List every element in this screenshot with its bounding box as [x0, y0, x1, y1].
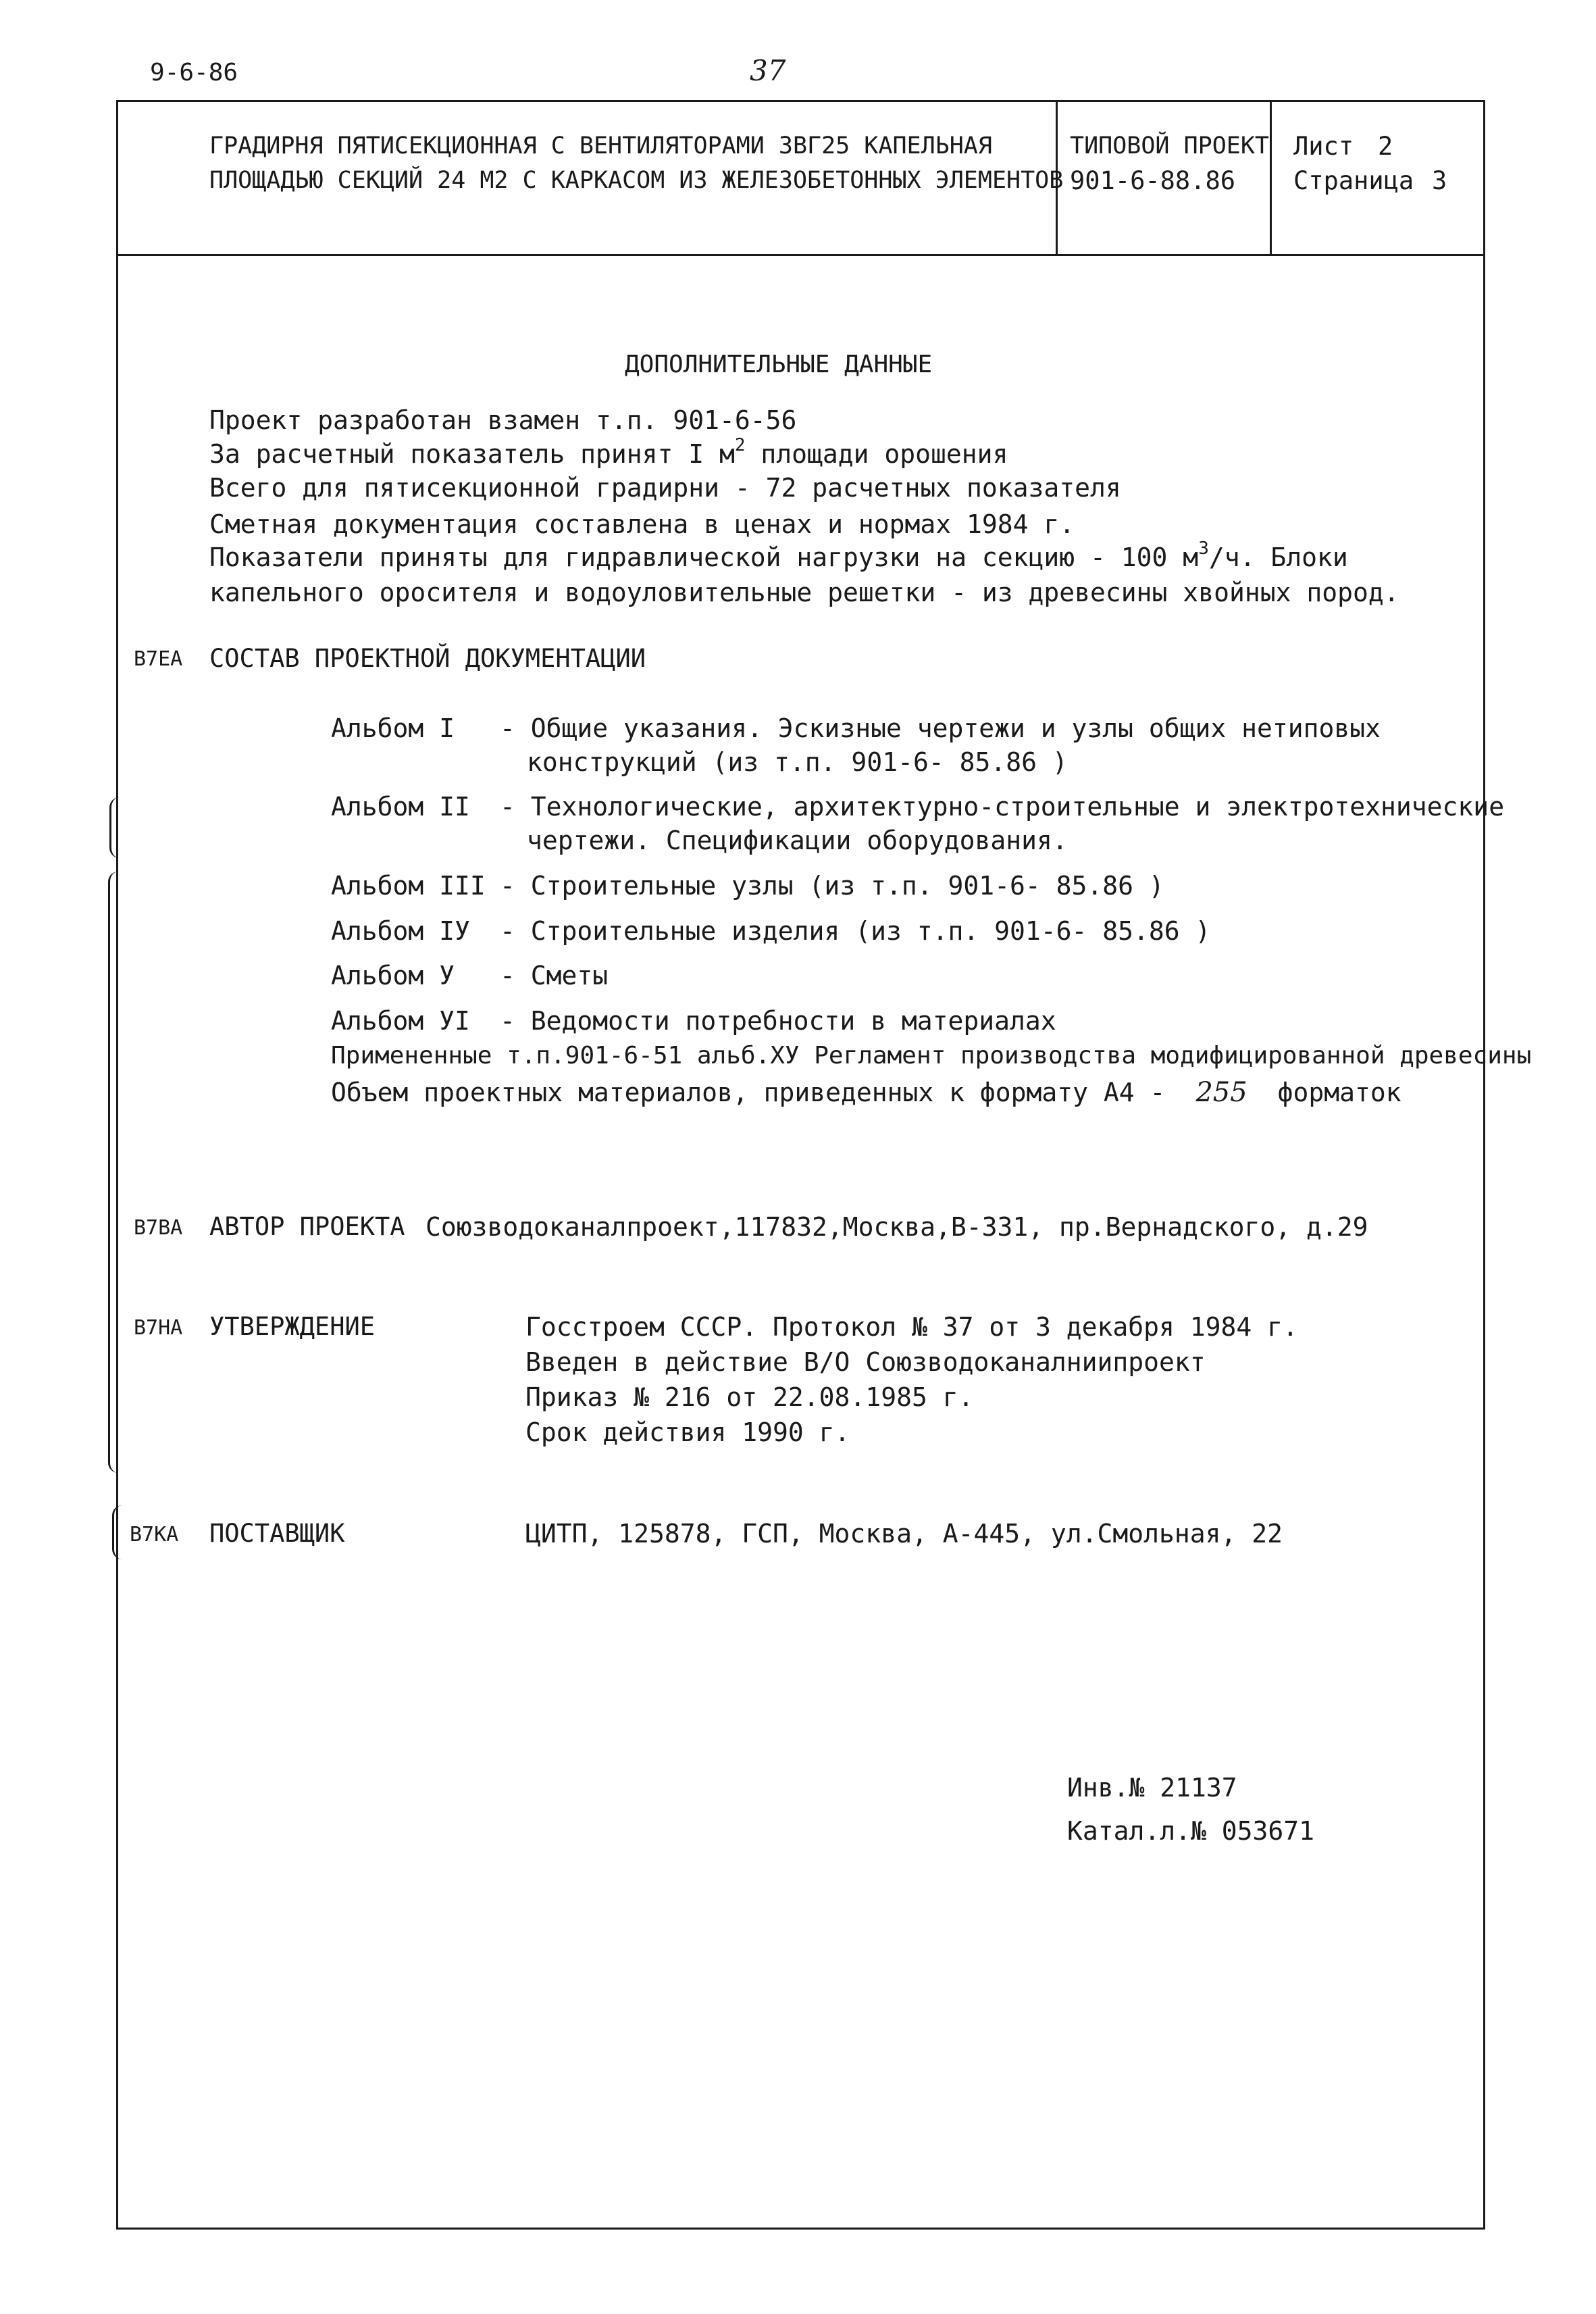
- composition-heading: СОСТАВ ПРОЕКТНОЙ ДОКУМЕНТАЦИИ: [209, 644, 646, 673]
- approval-line: Приказ № 216 от 22.08.1985 г.: [525, 1382, 974, 1412]
- page-label: Страница: [1293, 166, 1414, 195]
- album-description: - Строительные узлы (из т.п. 901-6- 85.86 ): [500, 871, 1164, 901]
- album-description: - Общие указания. Эскизные чертежи и узлы общих нетиповых: [500, 713, 1381, 743]
- section-code: В7НА: [134, 1316, 183, 1340]
- project-number: 901-6-88.86: [1070, 166, 1236, 195]
- author-label: АВТОР ПРОЕКТА: [209, 1212, 405, 1241]
- approval-line: Введен в действие В/О Союзводоканалниипроект: [525, 1347, 1206, 1377]
- album-label: Альбом УI: [331, 1006, 470, 1036]
- supplier-text: ЦИТП, 125878, ГСП, Москва, А-445, ул.Смольная, 22: [525, 1519, 1283, 1549]
- album-description: - Сметы: [500, 961, 609, 990]
- margin-mark: [109, 797, 120, 858]
- title-line-2: ПЛОЩАДЬЮ СЕКЦИЙ 24 М2 С КАРКАСОМ ИЗ ЖЕЛЕЗОБЕТОННЫХ ЭЛЕМЕНТОВ: [209, 167, 1064, 194]
- info-line: За расчетный показатель принят I $м^2$ площади орошения: [209, 435, 1008, 469]
- approval-line: Госстроем СССР. Протокол № 37 от 3 декабря 1984 г.: [525, 1312, 1298, 1342]
- title-line-1: ГРАДИРНЯ ПЯТИСЕКЦИОННАЯ С ВЕНТИЛЯТОРАМИ ЗВГ25 КАПЕЛЬНАЯ: [209, 132, 992, 159]
- album-description-cont: конструкций (из т.п. 901-6- 85.86 ): [527, 747, 1068, 777]
- margin-mark: [112, 1505, 122, 1559]
- info-line: Сметная документация составлена в ценах и нормах 1984 г.: [209, 509, 1075, 539]
- info-line: Проект разработан взамен т.п. 901-6-56: [209, 405, 797, 435]
- album-description: - Строительные изделия (из т.п. 901-6- 85.86 ): [500, 916, 1211, 946]
- album-label: Альбом I: [331, 713, 455, 743]
- section-code: В7ЕА: [134, 647, 183, 671]
- title-block-divider-2: [1270, 100, 1272, 255]
- margin-bracket: [108, 872, 118, 1473]
- sheet-value: 2: [1378, 132, 1393, 161]
- section-code: В7КА: [130, 1523, 179, 1546]
- supplier-label: ПОСТАВЩИК: [209, 1519, 345, 1548]
- album-label: Альбом У: [331, 961, 455, 990]
- catalog-number: Катал.л.№ 053671: [1067, 1816, 1315, 1846]
- info-line: Показатели приняты для гидравлической нагрузки на секцию - 100 $м^3/ч$. Блоки: [209, 538, 1348, 572]
- title-block-bottom-line: [116, 254, 1485, 256]
- page-number: 37: [750, 54, 786, 87]
- sheet-label: Лист: [1293, 132, 1354, 161]
- album-label: Альбом III: [331, 871, 486, 901]
- inventory-number: Инв.№ 21137: [1067, 1773, 1237, 1803]
- album-description-cont: чертежи. Спецификации оборудования.: [527, 826, 1068, 855]
- info-line: Всего для пятисекционной градирни - 72 расчетных показателя: [209, 473, 1121, 503]
- album-label: Альбом IУ: [331, 916, 470, 946]
- approval-line: Срок действия 1990 г.: [525, 1417, 850, 1447]
- album-description: - Технологические, архитектурно-строительные и электротехнические: [500, 792, 1505, 822]
- approval-label: УТВЕРЖДЕНИЕ: [209, 1312, 376, 1341]
- album-label: Альбом II: [331, 792, 470, 822]
- top-code: 9-6-86: [150, 59, 238, 86]
- page-value: 3: [1432, 166, 1447, 195]
- project-label: ТИПОВОЙ ПРОЕКТ: [1070, 132, 1270, 159]
- section-code: В7ВА: [134, 1216, 183, 1240]
- volume-line: Объем проектных материалов, приведенных к формату А4 - 255 форматок: [331, 1077, 1401, 1108]
- album-description: - Ведомости потребности в материалах: [500, 1006, 1056, 1036]
- applied-projects: Примененные т.п.901-6-51 альб.ХУ Регламент производства модифицированной древесины: [331, 1042, 1532, 1070]
- section-heading: ДОПОЛНИТЕЛЬНЫЕ ДАННЫЕ: [625, 351, 933, 378]
- volume-value: 255: [1195, 1077, 1247, 1108]
- info-line: капельного оросителя и водоуловительные решетки - из древесины хвойных пород.: [209, 578, 1399, 607]
- author-text: Союзводоканалпроект,117832,Москва,В-331, пр.Вернадского, д.29: [426, 1212, 1368, 1242]
